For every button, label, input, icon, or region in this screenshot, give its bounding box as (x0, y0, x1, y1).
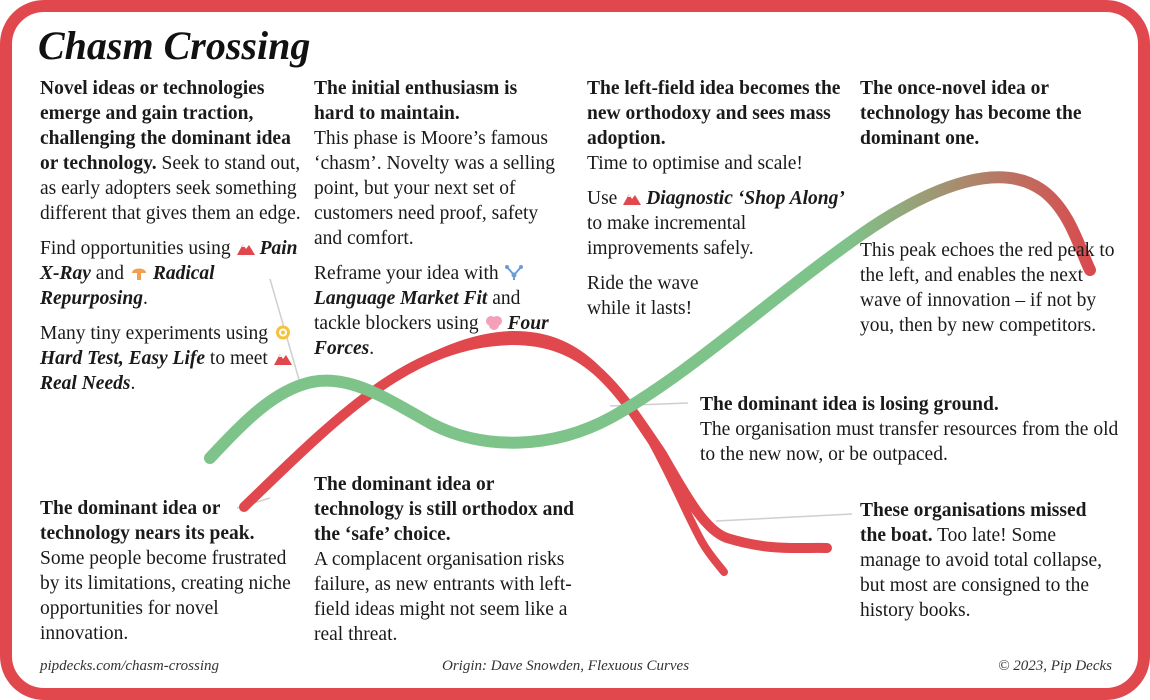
opp-mid: and (90, 263, 129, 284)
mountain-icon (273, 349, 293, 366)
target-icon (273, 324, 293, 341)
nears-peak-box (40, 496, 302, 656)
opp-pre: Find opportunities using (40, 238, 236, 259)
peak-body: Some people become frustrated by its limitations, creating niche opportunities for novel innovation. (40, 548, 291, 644)
dominant-now-box (860, 76, 1122, 161)
mountain-icon (622, 189, 642, 206)
footer-copyright: © 2023, Pip Decks (998, 658, 1112, 674)
orthodox-body: A complacent organisation risks failure, as new entrants with left-field ideas might not seem like a real threat. (314, 549, 572, 645)
branch-arrows-icon (504, 264, 524, 281)
ride-wave-text: Ride the wave while it lasts! (587, 273, 699, 319)
reframe-pre: Reframe your idea with (314, 263, 504, 284)
page-title: Chasm Crossing (38, 23, 311, 68)
use-pre: Use (587, 188, 623, 209)
enthusiasm-heading: The initial enthusiasm is hard to maintain. (314, 78, 518, 124)
losing-ground-box (700, 392, 1120, 477)
use-post: to make incremental improvements safely. (587, 213, 754, 259)
enthusiasm-box (314, 76, 560, 371)
peak-echo-text: This peak echoes the red peak to the left, and enables the next wave of innovation – if not by you, then by new competitors. (860, 240, 1115, 336)
missed-heading: These organisations missed the boat. (860, 500, 1087, 546)
dominant-now-heading: The once-novel idea or technology has become the dominant one. (860, 78, 1082, 149)
four-forces-link[interactable]: Four Forces (314, 313, 549, 359)
real-needs-link[interactable]: Real Needs (40, 373, 131, 394)
reframe-end: . (369, 338, 375, 359)
pain-xray-link[interactable]: Pain X-Ray (40, 238, 298, 284)
losing-heading: The dominant idea is losing ground. (700, 394, 999, 415)
novel-ideas-box (40, 76, 302, 406)
hard-test-link[interactable]: Hard Test, Easy Life (40, 348, 206, 369)
novel-heading: Novel ideas or technologies emerge and gain traction, challenging the dominant idea or technology. (40, 78, 291, 174)
exp-end: . (130, 373, 136, 394)
footer-origin: Origin: Dave Snowden, Flexuous Curves (442, 658, 690, 674)
peak-echo-box (860, 238, 1122, 348)
mushroom-icon (129, 264, 149, 281)
language-market-fit-link[interactable]: Language Market Fit (314, 288, 488, 309)
missed-boat-box (860, 498, 1110, 633)
exp-mid: to meet (205, 348, 273, 369)
radical-repurposing-link[interactable]: Radical Repurposing (40, 263, 215, 309)
losing-body: The organisation must transfer resources from the old to the new now, or be outpaced. (700, 419, 1119, 465)
still-orthodox-box (314, 472, 576, 657)
novel-body: Seek to stand out, as early adopters seek something different that gives them an edge. (40, 153, 301, 224)
footer-url[interactable]: pipdecks.com/chasm-crossing (40, 658, 219, 674)
peak-heading: The dominant idea or technology nears its peak. (40, 498, 255, 544)
reframe-mid: and tackle blockers using (314, 288, 521, 334)
enthusiasm-body: This phase is Moore’s famous ‘chasm’. Novelty was a selling point, but your next set of customers need proof, safety and comfort. (314, 128, 555, 249)
pointer-line-missed (716, 514, 852, 521)
exp-pre: Many tiny experiments using (40, 323, 273, 344)
orthodoxy-box (587, 76, 849, 331)
orthodoxy-body: Time to optimise and scale! (587, 153, 803, 174)
orthodoxy-heading: The left-field idea becomes the new orthodoxy and sees mass adoption. (587, 78, 841, 149)
brain-icon (484, 314, 504, 331)
opp-end: . (142, 288, 148, 309)
orthodox-heading: The dominant idea or technology is still orthodox and the ‘safe’ choice. (314, 474, 575, 545)
shop-along-link[interactable]: Diagnostic ‘Shop Along’ (646, 188, 845, 209)
mountain-icon (236, 239, 256, 256)
missed-body: Too late! Some manage to avoid total collapse, but most are consigned to the history books. (860, 525, 1103, 621)
